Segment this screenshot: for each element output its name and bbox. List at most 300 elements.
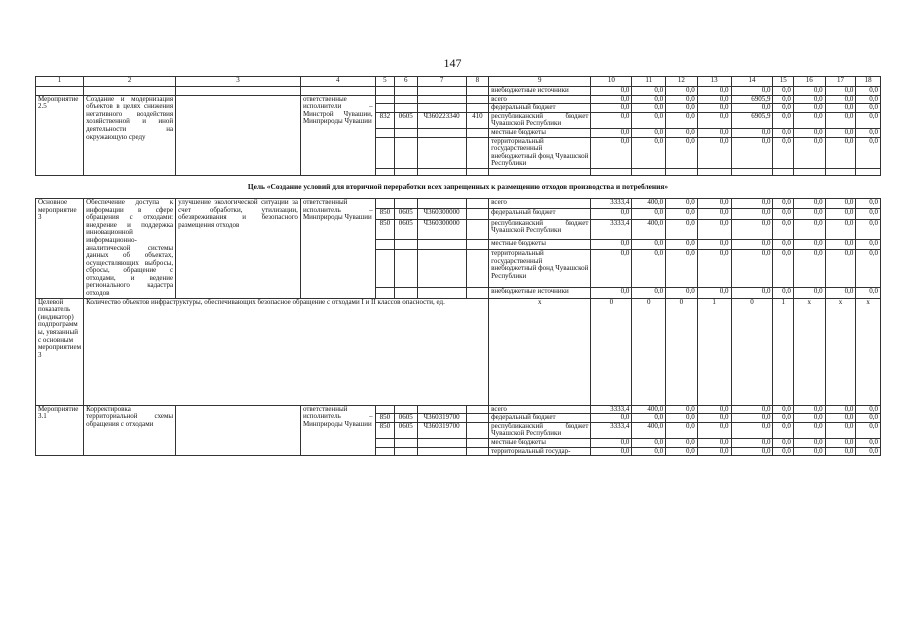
cell-empty — [417, 447, 466, 456]
value-cell: 0,0 — [697, 239, 731, 249]
funding-source: территориальный государственный внебюджетный фонд Чувашской Республики — [489, 249, 591, 287]
value-cell: 0,0 — [793, 439, 825, 448]
indicator-label: Целевой показатель (индикатор) подпрограммы, увязанный с основным мероприятием 3 — [36, 298, 84, 405]
value-cell: 0,0 — [591, 288, 632, 299]
value-cell: 0,0 — [856, 249, 881, 287]
value-cell: 0,0 — [793, 447, 825, 456]
value-cell: 0,0 — [825, 239, 856, 249]
value-cell: 0,0 — [666, 422, 698, 438]
value-cell: 0,0 — [697, 219, 731, 239]
cell-empty — [466, 209, 489, 219]
value-cell: 0,0 — [793, 137, 825, 168]
cell-empty — [176, 405, 301, 456]
value-cell: 0,0 — [773, 87, 793, 96]
value-cell: 0,0 — [666, 239, 698, 249]
funding-source: федеральный бюджет — [489, 414, 591, 423]
value-cell: 6905,9 — [731, 112, 773, 128]
cell-empty — [375, 168, 394, 175]
code-target: Ч360319700 — [417, 414, 466, 423]
value-cell: 3333,4 — [591, 405, 632, 414]
value-cell: 0,0 — [793, 405, 825, 414]
funding-source: республиканский бюджет Чувашской Республики — [489, 112, 591, 128]
code-target: Ч360223340 — [417, 112, 466, 128]
value-cell: 0,0 — [856, 414, 881, 423]
value-cell: 0,0 — [697, 439, 731, 448]
value-cell: 0,0 — [731, 87, 773, 96]
value-cell: 0,0 — [731, 447, 773, 456]
value-cell: 0,0 — [793, 87, 825, 96]
cell-empty — [375, 104, 394, 113]
value-cell: 0,0 — [666, 137, 698, 168]
value-cell: 0,0 — [825, 104, 856, 113]
cell-empty — [466, 128, 489, 137]
indicator-value: x — [856, 298, 881, 405]
column-number: 4 — [300, 77, 375, 87]
measure-label: Основное мероприятие 3 — [36, 198, 84, 298]
value-cell: 0,0 — [793, 104, 825, 113]
code-grbs: 832 — [375, 112, 394, 128]
value-cell: 0,0 — [825, 405, 856, 414]
indicator-value: x — [793, 298, 825, 405]
value-cell: 0,0 — [591, 137, 632, 168]
funding-source: территориальный государственный внебюджетный фонд Чувашской Республики — [489, 137, 591, 168]
value-cell: 0,0 — [731, 104, 773, 113]
value-cell: 0,0 — [731, 239, 773, 249]
value-cell: 0,0 — [793, 414, 825, 423]
code-section: 0605 — [395, 422, 418, 438]
value-cell: 0,0 — [793, 209, 825, 219]
value-cell: 0,0 — [773, 439, 793, 448]
column-number: 5 — [375, 77, 394, 87]
cell-empty — [395, 95, 418, 104]
funding-source: всего — [489, 198, 591, 208]
value-cell: 0,0 — [793, 422, 825, 438]
value-cell: 0,0 — [591, 414, 632, 423]
value-cell: 0,0 — [632, 87, 666, 96]
value-cell: 400,0 — [632, 198, 666, 208]
funding-source: республиканский бюджет Чувашской Республики — [489, 422, 591, 438]
value-cell: 0,0 — [773, 219, 793, 239]
value-cell: 0,0 — [773, 128, 793, 137]
value-cell: 0,0 — [666, 219, 698, 239]
value-cell: 0,0 — [825, 87, 856, 96]
code-target: Ч360319700 — [417, 422, 466, 438]
funding-source: местные бюджеты — [489, 439, 591, 448]
indicator-value: 1 — [773, 298, 793, 405]
cell-empty — [466, 219, 489, 239]
value-cell: 0,0 — [591, 87, 632, 96]
value-cell: 0,0 — [666, 95, 698, 104]
value-cell: 0,0 — [666, 198, 698, 208]
code-target: Ч360300000 — [417, 209, 466, 219]
value-cell: 0,0 — [856, 447, 881, 456]
cell-empty — [395, 447, 418, 456]
indicator-text: Количество объектов инфраструктуры, обеспечивающих безопасное обращение с отходами I и II классов опасности, ед. — [84, 298, 489, 405]
value-cell: 0,0 — [773, 104, 793, 113]
indicator-source: x — [489, 298, 591, 405]
cell-empty — [395, 439, 418, 448]
value-cell: 0,0 — [793, 112, 825, 128]
funding-source: внебюджетные источники — [489, 87, 591, 96]
code-target: Ч360300000 — [417, 219, 466, 239]
cell-empty — [375, 239, 394, 249]
value-cell: 0,0 — [632, 439, 666, 448]
value-cell: 0,0 — [825, 128, 856, 137]
value-cell: 0,0 — [632, 104, 666, 113]
value-cell: 0,0 — [666, 405, 698, 414]
value-cell: 3333,4 — [591, 219, 632, 239]
page-number: 147 — [443, 56, 462, 70]
value-cell: 0,0 — [856, 439, 881, 448]
value-cell: 0,0 — [773, 239, 793, 249]
value-cell: 0,0 — [666, 209, 698, 219]
indicator-value: 0 — [666, 298, 698, 405]
cell-empty — [36, 87, 84, 96]
indicator-value: 0 — [731, 298, 773, 405]
cell-empty — [417, 168, 466, 175]
responsible-executor: ответственный исполнитель – Минприроды Чувашии — [300, 198, 375, 298]
cell-empty — [856, 168, 881, 175]
table-row — [36, 95, 881, 104]
cell-empty — [84, 87, 176, 96]
value-cell: 0,0 — [731, 209, 773, 219]
value-cell: 0,0 — [666, 439, 698, 448]
cell-empty — [466, 414, 489, 423]
cell-empty — [417, 87, 466, 96]
value-cell: 0,0 — [697, 137, 731, 168]
cell-empty — [466, 439, 489, 448]
cell-empty — [375, 447, 394, 456]
value-cell: 0,0 — [856, 128, 881, 137]
value-cell: 0,0 — [856, 137, 881, 168]
cell-empty — [417, 128, 466, 137]
column-number: 12 — [666, 77, 698, 87]
value-cell: 0,0 — [856, 288, 881, 299]
indicator-row — [36, 298, 881, 405]
value-cell: 0,0 — [856, 87, 881, 96]
value-cell: 0,0 — [632, 249, 666, 287]
value-cell: 0,0 — [632, 288, 666, 299]
cell-empty — [375, 439, 394, 448]
value-cell: 0,0 — [591, 439, 632, 448]
value-cell: 0,0 — [793, 128, 825, 137]
indicator-value: 1 — [697, 298, 731, 405]
column-number: 16 — [793, 77, 825, 87]
table-row — [36, 87, 881, 96]
cell-empty — [395, 198, 418, 208]
cell-empty — [395, 249, 418, 287]
code-grbs: 850 — [375, 422, 394, 438]
budget-table — [35, 76, 881, 456]
value-cell: 0,0 — [731, 422, 773, 438]
cell-empty — [375, 128, 394, 137]
value-cell: 0,0 — [773, 249, 793, 287]
column-number: 1 — [36, 77, 84, 87]
cell-empty — [395, 239, 418, 249]
value-cell: 0,0 — [591, 95, 632, 104]
value-cell: 0,0 — [731, 405, 773, 414]
value-cell: 0,0 — [825, 249, 856, 287]
cell-empty — [466, 168, 489, 175]
goal-row — [36, 175, 881, 198]
value-cell: 0,0 — [825, 422, 856, 438]
value-cell: 0,0 — [666, 249, 698, 287]
value-cell: 0,0 — [632, 128, 666, 137]
value-cell: 0,0 — [825, 439, 856, 448]
value-cell: 0,0 — [666, 128, 698, 137]
cell-empty — [417, 405, 466, 414]
code-grbs: 850 — [375, 209, 394, 219]
column-number: 15 — [773, 77, 793, 87]
responsible-executor: ответственные исполнители – Минстрой Чувашии, Минприроды Чувашии — [300, 95, 375, 175]
column-number: 13 — [697, 77, 731, 87]
code-grbs: 850 — [375, 219, 394, 239]
value-cell: 6905,9 — [731, 95, 773, 104]
cell-empty — [375, 405, 394, 414]
value-cell: 400,0 — [632, 219, 666, 239]
funding-source: всего — [489, 95, 591, 104]
cell-empty — [466, 447, 489, 456]
cell-empty — [375, 198, 394, 208]
cell-empty — [489, 168, 591, 175]
cell-empty — [466, 104, 489, 113]
measure-label: Мероприятие 2.5 — [36, 95, 84, 175]
indicator-value: 0 — [632, 298, 666, 405]
cell-empty — [466, 87, 489, 96]
code-section: 0605 — [395, 112, 418, 128]
column-number: 17 — [825, 77, 856, 87]
value-cell: 0,0 — [591, 239, 632, 249]
value-cell: 0,0 — [825, 112, 856, 128]
cell-empty — [666, 168, 698, 175]
cell-empty — [395, 168, 418, 175]
table-row — [36, 405, 881, 414]
value-cell: 400,0 — [632, 422, 666, 438]
cell-empty — [395, 87, 418, 96]
column-number: 11 — [632, 77, 666, 87]
value-cell: 0,0 — [825, 447, 856, 456]
value-cell: 0,0 — [773, 198, 793, 208]
value-cell: 0,0 — [697, 288, 731, 299]
value-cell: 0,0 — [856, 239, 881, 249]
value-cell: 0,0 — [856, 95, 881, 104]
cell-empty — [417, 95, 466, 104]
funding-source: республиканский бюджет Чувашской Республики — [489, 219, 591, 239]
value-cell: 0,0 — [697, 128, 731, 137]
value-cell: 0,0 — [632, 239, 666, 249]
value-cell: 0,0 — [697, 104, 731, 113]
measure-title: Обеспечение доступа к информации в сфере обращения с отходами: внедрение и поддержка инновационной информационно-аналитической системы данных об объектах, осуществляющих выбросы, сбросы, обращение с отходами, и ведение регионального кадастра отходов — [84, 198, 176, 298]
column-number: 2 — [84, 77, 176, 87]
value-cell: 0,0 — [731, 249, 773, 287]
cell-empty — [395, 405, 418, 414]
value-cell: 0,0 — [697, 198, 731, 208]
table-row — [36, 198, 881, 208]
value-cell: 0,0 — [825, 414, 856, 423]
value-cell: 0,0 — [856, 112, 881, 128]
goal-title: Цель «Создание условий для вторичной переработки всех запрещенных к размещению отходов производства и потребления» — [36, 175, 881, 198]
value-cell: 0,0 — [697, 87, 731, 96]
column-number-row — [36, 77, 881, 87]
value-cell: 0,0 — [632, 95, 666, 104]
cell-empty — [375, 288, 394, 299]
value-cell: 3333,4 — [591, 422, 632, 438]
column-number: 3 — [176, 77, 301, 87]
value-cell: 0,0 — [773, 112, 793, 128]
cell-empty — [176, 87, 301, 96]
cell-empty — [375, 137, 394, 168]
cell-empty — [300, 87, 375, 96]
value-cell: 0,0 — [856, 405, 881, 414]
value-cell: 0,0 — [632, 112, 666, 128]
value-cell: 0,0 — [793, 95, 825, 104]
value-cell: 0,0 — [856, 198, 881, 208]
cell-empty — [793, 168, 825, 175]
value-cell: 0,0 — [773, 209, 793, 219]
measure-title: Корректировка территориальной схемы обращения с отходами — [84, 405, 176, 456]
measure-title: Создание и модернизация объектов в целях снижения негативного воздействия хозяйственной и иной деятельности на окружающую среду — [84, 95, 176, 175]
value-cell: 0,0 — [731, 288, 773, 299]
cell-empty — [466, 249, 489, 287]
cell-empty — [395, 288, 418, 299]
cell-empty — [466, 422, 489, 438]
value-cell: 0,0 — [666, 288, 698, 299]
value-cell: 0,0 — [856, 219, 881, 239]
value-cell: 0,0 — [591, 249, 632, 287]
column-number: 14 — [731, 77, 773, 87]
value-cell: 0,0 — [793, 219, 825, 239]
code-section: 0605 — [395, 414, 418, 423]
value-cell: 0,0 — [697, 405, 731, 414]
value-cell: 0,0 — [773, 447, 793, 456]
value-cell: 0,0 — [697, 249, 731, 287]
cell-empty — [417, 249, 466, 287]
funding-source: территориальный государ- — [489, 447, 591, 456]
cell-empty — [825, 168, 856, 175]
cell-empty — [632, 168, 666, 175]
code-section: 0605 — [395, 219, 418, 239]
value-cell: 0,0 — [825, 288, 856, 299]
cell-empty — [375, 87, 394, 96]
column-number: 18 — [856, 77, 881, 87]
cell-empty — [466, 405, 489, 414]
value-cell: 0,0 — [793, 198, 825, 208]
cell-empty — [773, 168, 793, 175]
cell-empty — [591, 168, 632, 175]
cell-empty — [697, 168, 731, 175]
measure-label: Мероприятие 3.1 — [36, 405, 84, 456]
funding-source: всего — [489, 405, 591, 414]
value-cell: 0,0 — [856, 209, 881, 219]
column-number: 8 — [466, 77, 489, 87]
value-cell: 0,0 — [825, 137, 856, 168]
indicator-value: x — [825, 298, 856, 405]
responsible-executor: ответственный исполнитель – Минприроды Чувашии — [300, 405, 375, 456]
value-cell: 0,0 — [731, 198, 773, 208]
value-cell: 0,0 — [825, 95, 856, 104]
cell-empty — [466, 198, 489, 208]
value-cell: 0,0 — [697, 95, 731, 104]
column-number: 7 — [417, 77, 466, 87]
funding-source: местные бюджеты — [489, 128, 591, 137]
value-cell: 0,0 — [773, 95, 793, 104]
value-cell: 0,0 — [632, 137, 666, 168]
value-cell: 0,0 — [632, 414, 666, 423]
value-cell: 0,0 — [731, 414, 773, 423]
value-cell: 0,0 — [825, 219, 856, 239]
value-cell: 0,0 — [793, 249, 825, 287]
cell-empty — [417, 137, 466, 168]
value-cell: 0,0 — [666, 112, 698, 128]
value-cell: 0,0 — [856, 422, 881, 438]
cell-empty — [395, 104, 418, 113]
value-cell: 0,0 — [825, 198, 856, 208]
value-cell: 0,0 — [773, 288, 793, 299]
value-cell: 400,0 — [632, 405, 666, 414]
value-cell: 0,0 — [666, 87, 698, 96]
value-cell: 0,0 — [731, 219, 773, 239]
indicator-value: 0 — [591, 298, 632, 405]
value-cell: 0,0 — [773, 414, 793, 423]
funding-source: федеральный бюджет — [489, 104, 591, 113]
value-cell: 0,0 — [697, 414, 731, 423]
value-cell: 0,0 — [793, 239, 825, 249]
value-cell: 0,0 — [697, 112, 731, 128]
code-grbs: 850 — [375, 414, 394, 423]
value-cell: 0,0 — [697, 209, 731, 219]
column-number: 10 — [591, 77, 632, 87]
value-cell: 0,0 — [773, 422, 793, 438]
value-cell: 0,0 — [731, 439, 773, 448]
cell-empty — [417, 288, 466, 299]
value-cell: 0,0 — [793, 288, 825, 299]
cell-empty — [466, 95, 489, 104]
value-cell: 0,0 — [632, 447, 666, 456]
value-cell: 0,0 — [591, 112, 632, 128]
value-cell: 0,0 — [591, 447, 632, 456]
column-number: 6 — [395, 77, 418, 87]
cell-empty — [466, 288, 489, 299]
value-cell: 0,0 — [856, 104, 881, 113]
funding-source: внебюджетные источники — [489, 288, 591, 299]
cell-empty — [395, 137, 418, 168]
value-cell: 0,0 — [666, 414, 698, 423]
value-cell: 0,0 — [591, 209, 632, 219]
value-cell: 0,0 — [666, 447, 698, 456]
funding-source: федеральный бюджет — [489, 209, 591, 219]
cell-empty — [395, 128, 418, 137]
value-cell: 0,0 — [773, 405, 793, 414]
value-cell: 0,0 — [591, 104, 632, 113]
value-cell: 0,0 — [697, 422, 731, 438]
cell-empty — [375, 249, 394, 287]
code-section: 0605 — [395, 209, 418, 219]
cell-empty — [731, 168, 773, 175]
value-cell: 0,0 — [773, 137, 793, 168]
column-number: 9 — [489, 77, 591, 87]
value-cell: 0,0 — [666, 104, 698, 113]
value-cell: 3333,4 — [591, 198, 632, 208]
cell-empty — [417, 239, 466, 249]
value-cell: 0,0 — [632, 209, 666, 219]
value-cell: 0,0 — [697, 447, 731, 456]
cell-empty — [375, 95, 394, 104]
cell-empty — [417, 439, 466, 448]
value-cell: 0,0 — [731, 137, 773, 168]
funding-source: местные бюджеты — [489, 239, 591, 249]
code-expense: 410 — [466, 112, 489, 128]
value-cell: 0,0 — [825, 209, 856, 219]
